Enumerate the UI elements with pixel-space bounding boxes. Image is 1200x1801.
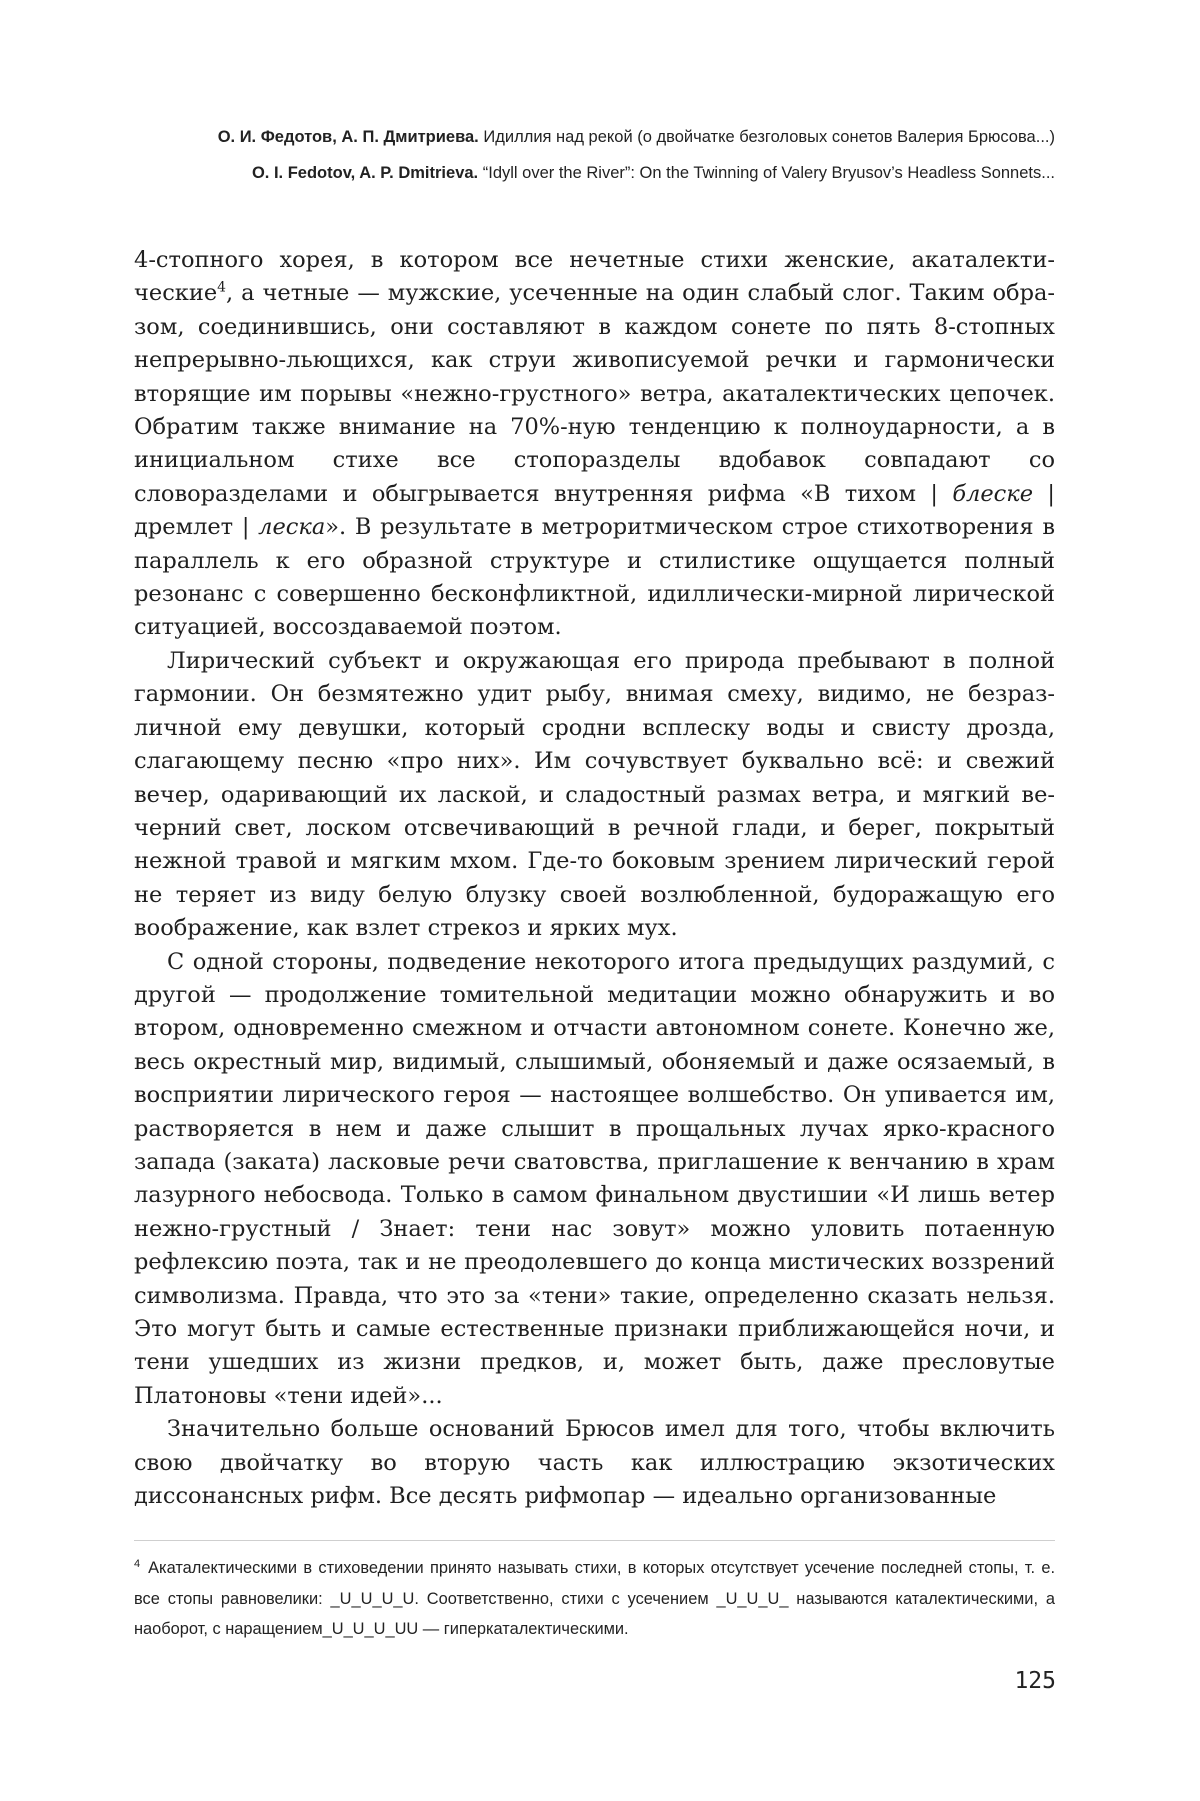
running-head-authors: О. И. Федотов, А. П. Дмитриева. xyxy=(217,128,479,146)
running-head-title-en: “Idyll over the River”: On the Twinning of Valery Bryusov’s Headless Sonnets... xyxy=(482,164,1055,182)
running-head-english xyxy=(0,164,1055,183)
footnote-number: 4 xyxy=(134,1558,141,1570)
running-head-authors-en: O. I. Fedotov, A. P. Dmitrieva. xyxy=(251,164,479,182)
running-head-title: Идиллия над рекой (о двойчатке безголовых сонетов Валерия Брюсова...) xyxy=(483,128,1055,146)
running-head-russian xyxy=(0,128,1055,147)
paragraph-1-part-d: ». В результате в метроритмическом строе стихотворения в параллель к его образной структуре и стилистике ощущается полный резонанс с совершенно бесконфликтной, идиллически-мирной лирической ситуацией, воссоздаваемой поэтом. xyxy=(134,514,1056,641)
footnote xyxy=(134,1553,1055,1645)
paragraph-4: Значительно больше оснований Брюсов имел для того, чтобы включить свою двойчатку во вторую часть как иллюстрацию экзотических диссонансных рифм. Все десять рифмопар — идеально организованные xyxy=(134,1416,1055,1510)
paragraph-2: Лирический субъект и окружающая его природа пребывают в полной гармонии. Он безмятежно удит рыбу, внимая смеху, видимо, не безразличной ему девушки, который сродни всплеску воды и свисту дрозда, слагающему песню «про них». Им сочувствует буквально всё: и свежий вечер, одаривающий их лаской, и сладостный размах ветра, и мягкий вечерний свет, лоском отсвечивающий в речной глади, и берег, покрытый нежной травой и мягким мхом. Где-то боковым зрением лирический герой не теряет из виду белую блузку своей возлюбленной, будоражащую его воображение, как взлет стрекоз и ярких мух. xyxy=(134,647,1055,942)
paragraph-1-part-c: | дремлет | xyxy=(134,480,1056,541)
italic-word-bleske: блеске xyxy=(952,480,1034,507)
paragraph-1 xyxy=(134,244,1055,645)
page-number: 125 xyxy=(1014,1668,1056,1694)
paragraph-1-part-a: 4-стопного хорея, в котором все нечетные стихи женские, акаталектические xyxy=(134,247,1055,307)
italic-word-leska: леска xyxy=(258,514,326,541)
article-body xyxy=(134,244,1055,1513)
footnote-divider xyxy=(134,1540,1055,1541)
paragraph-1-part-b: , а четные — мужские, усеченные на один слабый слог. Таким образом, соединившись, они составляют в каждом сонете по пять 8-стопных непрерывно-льющихся, как струи живописуемой речки и гармонически вторящие им порывы «нежно-грустного» ветра, акаталектических цепочек. Обратим также внимание на 70%-ную тенденцию к полноударности, а в инициальном стихе все стопоразделы вдобавок совпадают со словоразделами и обыгрывается внутренняя рифма «В тихом | xyxy=(134,280,1055,507)
footnote-reference[interactable]: 4 xyxy=(217,279,227,296)
paragraph-3: С одной стороны, подведение некоторого итога предыдущих раздумий, с другой — продолжение томительной медитации можно обнаружить и во втором, одновременно смежном и отчасти автономном сонете. Конечно же, весь окрестный мир, видимый, слышимый, обоняемый и даже осязаемый, в восприятии лирического героя — настоящее волшебство. Он упивается им, растворяется в нем и даже слышит в прощальных лучах ярко-красного запада (заката) ласковые речи сватовства, приглашение к венчанию в храм лазурного небосвода. Только в самом финальном двустишии «И лишь ветер нежно-грустный / Знает: тени нас зовут» можно уловить потаенную рефлексию поэта, так и не преодолевшего до конца мистических воззрений символизма. Правда, что это за «тени» такие, определенно сказать нельзя. Это могут быть и самые естественные признаки приближающейся ночи, и тени ушедших из жизни предков, и, может быть, даже пресловутые Платоновы «тени идей»... xyxy=(134,948,1055,1409)
footnote-text: Акаталектическими в стиховедении принято называть стихи, в которых отсутствует усечение последней стопы, т. е. все стопы равновелики: _U_U_U_U. Соответственно, стихи с усечением _U_U_U_ называются каталектическими, а наоборот, с наращением_U_U_U_UU — гиперкаталектическими. xyxy=(134,1559,1055,1638)
